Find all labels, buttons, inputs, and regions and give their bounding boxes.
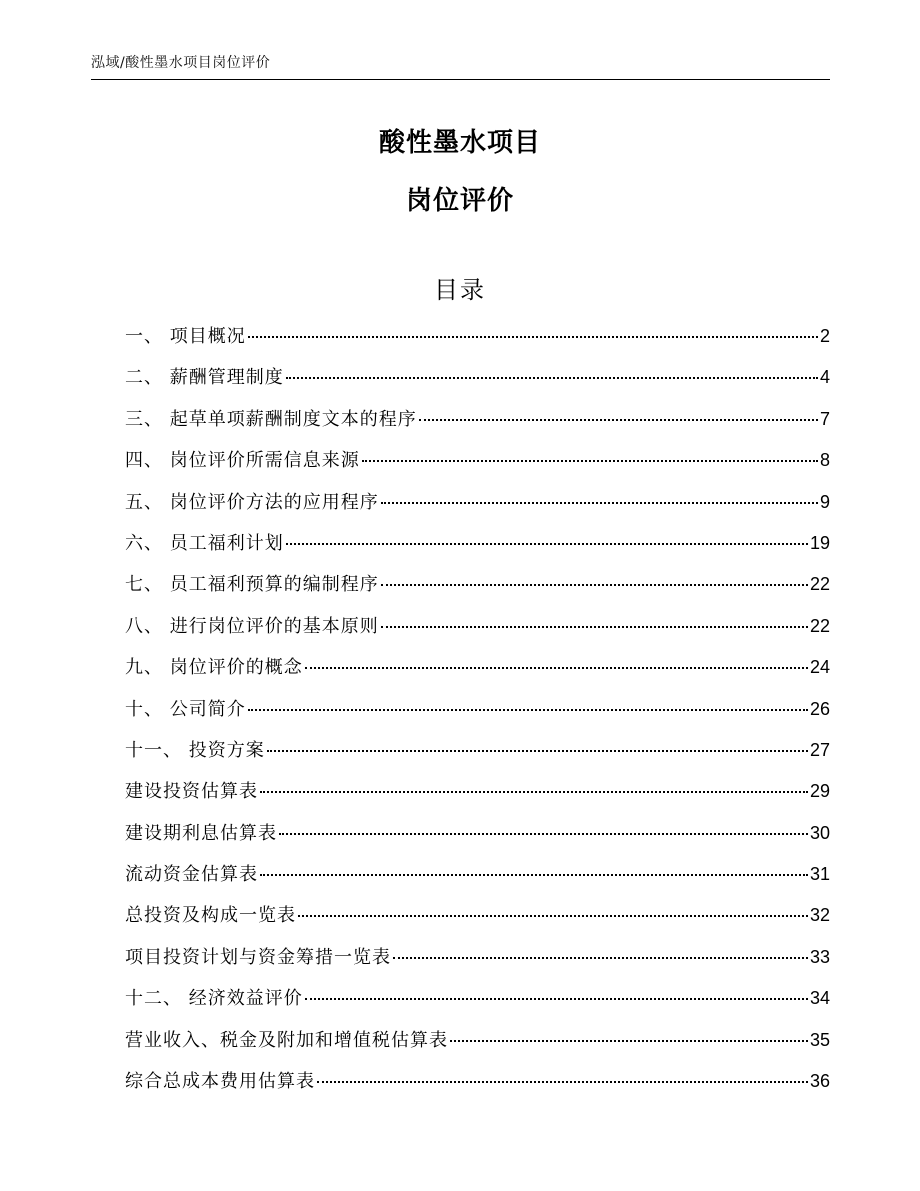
toc-entry-text: 三、 起草单项薪酬制度文本的程序 (125, 408, 417, 430)
toc-entry-page: 7 (819, 408, 830, 429)
toc-heading: 目录 (434, 276, 486, 304)
toc-leader-dots (260, 874, 808, 876)
toc-entry-page: 26 (809, 698, 830, 719)
toc-entry[interactable] (125, 611, 830, 652)
toc-leader-dots (381, 626, 808, 628)
toc-entry[interactable] (125, 487, 830, 528)
toc-entry-page: 33 (809, 946, 830, 967)
toc-leader-dots (362, 460, 818, 462)
toc-entry-page: 2 (819, 326, 830, 346)
toc-leader-dots (260, 791, 808, 793)
toc-entry-text: 综合总成本费用估算表 (125, 1071, 315, 1093)
toc-entry-page: 32 (809, 905, 830, 926)
toc-entry-text: 八、 进行岗位评价的基本原则 (125, 615, 379, 637)
toc-entry[interactable] (125, 900, 830, 941)
toc-entry[interactable] (125, 321, 830, 362)
toc-leader-dots (286, 543, 808, 545)
toc-leader-dots (450, 1040, 808, 1042)
toc-entry-text: 建设期利息估算表 (125, 822, 277, 844)
toc-entry-text: 七、 员工福利预算的编制程序 (125, 574, 379, 596)
toc-entry-page: 34 (809, 988, 830, 1009)
toc-entry-text: 项目投资计划与资金筹措一览表 (125, 946, 391, 968)
toc-entry-text: 营业收入、税金及附加和增值税估算表 (125, 1029, 448, 1051)
toc-entry[interactable] (125, 859, 830, 900)
toc-entry-page: 36 (809, 1071, 830, 1092)
toc-leader-dots (279, 833, 808, 835)
toc-entry-text: 十、 公司简介 (125, 698, 246, 720)
toc-entry-page: 29 (809, 781, 830, 802)
document-title: 酸性墨水项目 (378, 128, 541, 158)
toc-leader-dots (286, 377, 818, 379)
toc-entry[interactable] (125, 362, 830, 403)
toc-leader-dots (381, 584, 808, 586)
toc-entry-text: 二、 薪酬管理制度 (125, 367, 284, 389)
toc-entry-text: 流动资金估算表 (125, 864, 258, 886)
toc-leader-dots (381, 502, 818, 504)
toc-entry[interactable] (125, 528, 830, 569)
toc-entry-text: 十一、 投资方案 (125, 739, 265, 761)
toc-entry-text: 九、 岗位评价的概念 (125, 657, 303, 679)
toc-leader-dots (298, 915, 808, 917)
running-header: 泓域/酸性墨水项目岗位评价 (91, 55, 271, 71)
table-of-contents (125, 321, 830, 1107)
toc-entry-page: 19 (809, 532, 830, 553)
toc-leader-dots (393, 957, 808, 959)
toc-entry[interactable] (125, 404, 830, 445)
toc-entry[interactable] (125, 735, 830, 776)
toc-entry-page: 22 (809, 574, 830, 595)
toc-entry[interactable] (125, 983, 830, 1024)
toc-leader-dots (248, 709, 808, 711)
toc-entry[interactable] (125, 1066, 830, 1107)
toc-entry-text: 四、 岗位评价所需信息来源 (125, 450, 360, 472)
toc-entry-text: 总投资及构成一览表 (125, 905, 296, 927)
toc-entry-page: 8 (819, 450, 830, 471)
toc-entry-text: 一、 项目概况 (125, 326, 246, 347)
toc-entry-text: 五、 岗位评价方法的应用程序 (125, 491, 379, 513)
toc-entry-text: 建设投资估算表 (125, 781, 258, 803)
toc-entry[interactable] (125, 694, 830, 735)
toc-entry[interactable] (125, 445, 830, 486)
toc-entry-text: 六、 员工福利计划 (125, 532, 284, 554)
toc-leader-dots (267, 750, 808, 752)
toc-entry[interactable] (125, 776, 830, 817)
toc-entry[interactable] (125, 818, 830, 859)
toc-entry[interactable] (125, 652, 830, 693)
toc-entry-page: 24 (809, 657, 830, 678)
toc-entry-page: 27 (809, 739, 830, 760)
toc-entry-page: 22 (809, 615, 830, 636)
toc-leader-dots (317, 1081, 808, 1083)
toc-entry[interactable] (125, 942, 830, 983)
toc-entry[interactable] (125, 569, 830, 610)
toc-entry-page: 30 (809, 822, 830, 843)
toc-leader-dots (248, 336, 818, 338)
toc-entry-page: 4 (819, 367, 830, 388)
document-subtitle: 岗位评价 (405, 186, 514, 216)
toc-entry-text: 十二、 经济效益评价 (125, 988, 303, 1010)
toc-leader-dots (305, 998, 808, 1000)
toc-leader-dots (305, 667, 808, 669)
toc-entry-page: 9 (819, 491, 830, 512)
toc-entry[interactable] (125, 1025, 830, 1066)
toc-leader-dots (419, 419, 818, 421)
toc-entry-page: 35 (809, 1029, 830, 1050)
header-rule (91, 79, 830, 80)
toc-entry-page: 31 (809, 864, 830, 885)
